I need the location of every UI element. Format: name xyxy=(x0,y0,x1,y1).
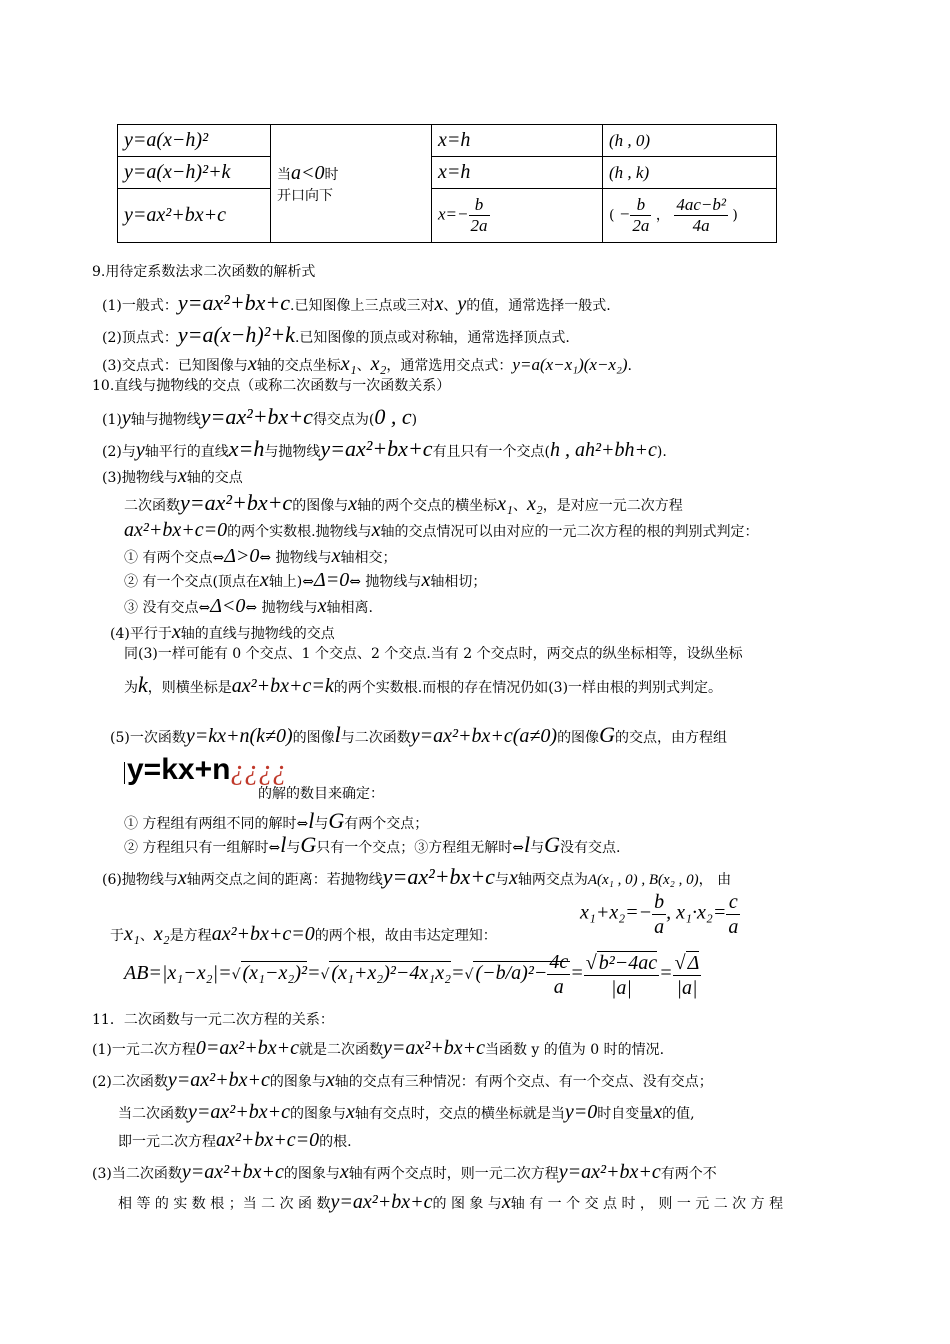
s10-line-3 xyxy=(102,464,243,488)
text: 的 图 象 与 xyxy=(432,1196,502,1212)
text: 与二次函数 xyxy=(340,730,411,746)
fraction xyxy=(547,950,570,999)
section-10-title: 10.直线与抛物线的交点（或称二次函数与一次函数关系） xyxy=(92,378,451,394)
math-y: y xyxy=(121,407,131,429)
text: 轴的交点 xyxy=(186,470,243,486)
math xyxy=(473,951,570,998)
math: (−b/a)²− xyxy=(475,962,548,985)
text: (1)一般式： xyxy=(102,298,178,314)
numerator: √ Δ xyxy=(674,951,700,974)
table-cell-axis-1 xyxy=(432,125,603,157)
math-G: G xyxy=(300,832,317,857)
math-x: x xyxy=(653,1101,663,1123)
text: 没有交点. xyxy=(559,840,621,856)
axis-text: x=h xyxy=(438,161,471,183)
s10-item-5 xyxy=(110,722,727,748)
s11-line-6 xyxy=(118,1190,783,1214)
text: .已知图像上三点或三对 xyxy=(290,298,435,314)
form-text: y=a(x−h)²+k xyxy=(124,161,231,183)
text: ② 有一个交点(顶点在 xyxy=(124,574,260,590)
broken-glyphs: ¿¿¿¿ xyxy=(230,755,287,786)
table-cell-vertex-2 xyxy=(603,157,777,189)
math: (x₁−x₂)² xyxy=(242,962,307,985)
s9-line-1 xyxy=(102,290,611,316)
s10-case-1 xyxy=(124,544,397,568)
system-equation: y=kx+n xyxy=(127,753,231,786)
math-x: x xyxy=(177,465,187,487)
text: ， 由 xyxy=(698,872,732,888)
text: 轴平行的直线 xyxy=(144,444,229,460)
text: 的图像 xyxy=(292,730,335,746)
vertex-text: (h , k) xyxy=(609,162,650,182)
math: ax²+bx+c=0 xyxy=(211,923,315,945)
table-cell-direction xyxy=(271,125,432,243)
math: ax²+bx+c=k xyxy=(231,675,334,697)
table-cell-form-1 xyxy=(118,125,271,157)
math-x2: x₂ xyxy=(526,493,543,515)
text: ① 有两个交点⇔ xyxy=(124,550,225,566)
math: = xyxy=(451,962,465,985)
math-y: y xyxy=(457,293,467,315)
s11-line-5 xyxy=(92,1160,717,1184)
text: 的根. xyxy=(319,1134,352,1150)
text: 轴的交点情况可以由对应的一元二次方程的根的判别式判定： xyxy=(380,524,759,540)
direction-math: a<0 xyxy=(291,162,325,184)
text: (2)顶点式： xyxy=(102,330,178,346)
math: y=a(x−x₁)(x−x₂) xyxy=(512,355,628,374)
direction-pre: 当 xyxy=(277,167,291,183)
vieta-formula xyxy=(580,890,740,939)
math: y=kx+n(k≠0) xyxy=(185,725,293,747)
system-brace xyxy=(124,753,287,786)
text: 轴有两个交点时，则一元二次方程 xyxy=(348,1166,559,1182)
table-cell-form-2 xyxy=(118,157,271,189)
text: 相 等 的 实 数 根 ；当 二 次 函 数 xyxy=(118,1196,331,1212)
text: 为 xyxy=(124,680,138,696)
denominator: 2a xyxy=(632,216,650,235)
denominator: a xyxy=(553,976,564,998)
math-x: x xyxy=(421,569,431,591)
math-x: x xyxy=(259,569,269,591)
math: = xyxy=(306,962,321,985)
text: 时自变量 xyxy=(597,1106,654,1122)
text: 轴两交点为 xyxy=(517,872,588,888)
math-x: x xyxy=(247,353,257,375)
denominator: 2a xyxy=(470,216,488,235)
text: ③ 没有交点⇔ xyxy=(124,600,211,616)
math: 0=ax²+bx+c xyxy=(195,1037,299,1059)
numerator: √ b²−4ac xyxy=(585,951,658,974)
text: 轴 有 一 个 交 点 时 ， 则 一 元 二 次 方 程 xyxy=(510,1196,784,1212)
text: 当函数 y 的值为 0 时的情况. xyxy=(484,1042,665,1058)
math-G: G xyxy=(599,722,615,747)
text: 的图像 xyxy=(557,730,600,746)
text: 有且只有一个交点( xyxy=(432,444,551,460)
text: ，则横坐标是 xyxy=(147,680,232,696)
math: = xyxy=(570,962,584,985)
denominator: |a| xyxy=(676,976,698,999)
text: 、 xyxy=(443,298,458,314)
text: (5)一次函数 xyxy=(110,730,186,746)
text: (6)抛物线与 xyxy=(102,872,178,888)
math-x: x xyxy=(317,595,327,617)
math: Δ<0 xyxy=(210,595,246,617)
s11-line-2 xyxy=(92,1068,713,1092)
math: Δ=0 xyxy=(314,569,350,591)
math-x: x xyxy=(331,545,341,567)
math-x: x xyxy=(501,1191,511,1213)
text: 轴相切； xyxy=(430,574,487,590)
math: y=ax²+bx+c xyxy=(177,290,291,315)
math: y=ax²+bx+c xyxy=(330,1191,433,1213)
text: (1) xyxy=(102,412,122,428)
text: 的两个实数根.抛物线与 xyxy=(227,524,372,540)
s10-eq-case-1 xyxy=(124,808,428,834)
math: y=a(x−h)²+k xyxy=(177,322,295,347)
math: y=ax²+bx+c xyxy=(188,1101,290,1123)
neg: − xyxy=(618,204,631,224)
s9-line-3 xyxy=(102,352,632,376)
text: ) xyxy=(411,412,418,428)
math-x: x xyxy=(348,493,358,515)
text: ⇔ 抛物线与 xyxy=(349,574,422,590)
text: (3)交点式：已知图像与 xyxy=(102,358,248,374)
text: 、 xyxy=(139,928,154,944)
text: (2)与 xyxy=(102,444,136,460)
fraction xyxy=(726,890,740,939)
direction-post: 时 xyxy=(324,167,339,183)
text: (2)二次函数 xyxy=(92,1074,168,1090)
distance-formula: AB=|x₁−x₂|=√ (x₁−x₂)²=√ (x₁+x₂)²−4x₁x₂=√ (−b/a)²− $\frac{4c}{a}$ = $\frac{\text{√ b²−4ac}}{|a|}$ = $\frac{√ \Delta}{|a|}$ xyxy=(124,951,700,999)
table-cell-vertex-1 xyxy=(603,125,777,157)
s10-item-6 xyxy=(102,864,731,890)
text: 当二次函数 xyxy=(118,1106,188,1122)
s10-line-7 xyxy=(124,672,722,698)
text: 的两个实数根.而根的存在情况仍如(3)一样由根的判别式判定。 xyxy=(333,680,723,696)
math-x1: x₁ xyxy=(340,353,357,375)
text: 的交点，由方程组 xyxy=(614,730,727,746)
math-x: x xyxy=(434,293,444,315)
text: (3)抛物线与 xyxy=(102,470,178,486)
s11-line-1 xyxy=(92,1036,664,1060)
text: ，通常选用交点式： xyxy=(386,358,513,374)
s10-line-6: 同(3)一样可能有 0 个交点、1 个交点、2 个交点.当有 2 个交点时，两交点的纵坐标相等，设纵坐标 xyxy=(124,646,743,662)
text: (3)当二次函数 xyxy=(92,1166,182,1182)
math: y=ax²+bx+c xyxy=(558,1161,661,1183)
fraction xyxy=(674,195,728,236)
text: 有两个交点； xyxy=(344,816,429,832)
s9-line-2 xyxy=(102,322,570,348)
math: y=ax²+bx+c xyxy=(200,404,313,429)
math: y=ax²+bx+c(a≠0) xyxy=(410,725,558,747)
math-x: x xyxy=(171,621,181,643)
s10-eq-case-2 xyxy=(124,832,620,858)
math-y: y xyxy=(135,439,145,461)
text: 轴两交点之间的距离：若抛物线 xyxy=(186,872,383,888)
math-x: x xyxy=(339,1161,349,1183)
equation-system xyxy=(124,752,286,788)
text: 轴的两个交点的横坐标 xyxy=(357,498,498,514)
math-G: G xyxy=(544,832,560,857)
text: . xyxy=(627,358,632,374)
axis-prefix: x=− xyxy=(438,204,469,224)
text: 的图象与 xyxy=(290,1106,346,1122)
math: x₁+x₂=− xyxy=(580,901,653,924)
numerator: b xyxy=(654,891,665,913)
text: 即一元二次方程 xyxy=(118,1134,216,1150)
vertex-text: (h , 0) xyxy=(609,130,651,150)
math-l: l xyxy=(280,832,287,857)
math: ax²+bx+c=0 xyxy=(124,519,228,541)
math-x2: x₂ xyxy=(153,923,170,945)
s10-line-4 xyxy=(124,490,683,516)
form-text: y=a(x−h)² xyxy=(124,129,209,151)
math: b²−4ac xyxy=(598,951,658,974)
text: 轴的交点有三种情况：有两个交点、有一个交点、没有交点； xyxy=(334,1074,713,1090)
comma: ， xyxy=(655,207,670,224)
denominator: a xyxy=(654,916,665,938)
s11-line-4 xyxy=(118,1128,352,1152)
text: 与 xyxy=(286,840,301,856)
s10-line-5 xyxy=(124,518,758,542)
math-x2: x₂ xyxy=(370,353,387,375)
text: 、 xyxy=(512,498,527,514)
math: y=ax²+bx+c xyxy=(181,1161,284,1183)
text: 与抛物线 xyxy=(264,444,321,460)
math-x: x xyxy=(325,1069,335,1091)
math-l: l xyxy=(523,832,531,857)
s10-line-9: 的解的数目来确定： xyxy=(258,786,384,802)
text: 与 xyxy=(530,840,545,856)
text: 轴的交点坐标 xyxy=(256,358,341,374)
text: 轴上)⇔ xyxy=(268,574,315,590)
direction-line2: 开口向下 xyxy=(277,188,333,204)
text: ⇔ 抛物线与 xyxy=(259,550,332,566)
section-11-title: 11．二次函数与一元二次方程的关系： xyxy=(92,1012,334,1028)
numerator: b xyxy=(469,195,490,216)
paren: ( xyxy=(609,207,615,224)
fraction xyxy=(584,951,659,1000)
numerator: 4ac−b² xyxy=(676,195,726,214)
s10-line-2 xyxy=(102,436,667,462)
text: 与 xyxy=(494,872,509,888)
text: ① 方程组有两组不同的解时⇔ xyxy=(124,816,309,832)
s10-case-3 xyxy=(124,594,373,618)
math: 0 , c xyxy=(374,404,412,429)
table-cell-axis-3 xyxy=(432,189,603,243)
numerator: 4c xyxy=(549,951,569,973)
math-x: x xyxy=(346,1101,355,1123)
math-l: l xyxy=(308,808,315,833)
numerator: c xyxy=(726,890,740,915)
text: 就是二次函数 xyxy=(298,1042,383,1058)
text: 有两个不 xyxy=(660,1166,717,1182)
text: 二次函数 xyxy=(124,498,180,514)
fraction xyxy=(630,195,651,236)
fraction xyxy=(469,195,490,236)
s10-vieta-line xyxy=(110,922,497,946)
math: h , ah²+bh+c xyxy=(550,439,657,461)
math-x: x xyxy=(508,867,518,889)
math-k: k xyxy=(138,672,148,697)
math: = xyxy=(659,962,673,985)
text: 的两个根，故由韦达定理知： xyxy=(314,928,497,944)
math: y=0 xyxy=(564,1101,598,1123)
text: 轴有交点时，交点的横坐标就是当 xyxy=(354,1106,565,1122)
text: .已知图像的顶点或对称轴，通常选择顶点式. xyxy=(294,330,570,346)
s10-item-4 xyxy=(110,620,335,644)
math: A(x₁ , 0) , B(x₂ , 0) xyxy=(587,872,699,888)
math: y=ax²+bx+c xyxy=(382,864,495,889)
text: 得交点为( xyxy=(312,412,375,428)
math: y=ax²+bx+c xyxy=(167,1069,270,1091)
math: ax²+bx+c=0 xyxy=(216,1129,320,1151)
math: Δ xyxy=(687,951,700,974)
text: 轴相离. xyxy=(326,600,373,616)
text: 只有一个交点；③方程组无解时⇔ xyxy=(316,840,524,856)
axis-text: x=h xyxy=(438,129,471,151)
paren: ) xyxy=(732,207,738,224)
math: , x₁·x₂= xyxy=(666,901,727,924)
fraction xyxy=(652,890,666,939)
table-cell-axis-2 xyxy=(432,157,603,189)
text: 的图像与 xyxy=(292,498,349,514)
text: ⇔ 抛物线与 xyxy=(245,600,318,616)
text: 的值，通常选择一般式. xyxy=(466,298,611,314)
text: ② 方程组只有一组解时⇔ xyxy=(124,840,281,856)
denominator: a xyxy=(728,916,739,938)
math-x: x xyxy=(177,867,187,889)
text: 、 xyxy=(356,358,371,374)
form-text: y=ax²+bx+c xyxy=(124,204,226,226)
math: (x₁+x₂)²−4x₁x₂ xyxy=(331,962,452,985)
table-cell-vertex-3 xyxy=(603,189,777,243)
s10-line-1 xyxy=(102,404,417,430)
denominator: |a| xyxy=(610,976,632,999)
text: 于 xyxy=(110,928,124,944)
section-9-title: 9.用待定系数法求二次函数的解析式 xyxy=(92,264,316,280)
quadratic-forms-table xyxy=(117,124,777,243)
numerator: b xyxy=(630,195,651,216)
denominator: 4a xyxy=(692,216,710,235)
text: 轴与抛物线 xyxy=(130,412,201,428)
text: ，是对应一元二次方程 xyxy=(542,498,683,514)
text: ). xyxy=(656,444,667,460)
math-G: G xyxy=(328,808,345,833)
math-x: x xyxy=(371,519,381,541)
math: y=ax²+bx+c xyxy=(180,490,293,515)
text: 的图象与 xyxy=(269,1074,326,1090)
text: 的图象与 xyxy=(283,1166,340,1182)
table-cell-form-3 xyxy=(118,189,271,243)
math: x=h xyxy=(228,436,265,461)
s11-line-3 xyxy=(118,1100,695,1124)
math: y=ax²+bx+c xyxy=(382,1037,485,1059)
text: 轴相交； xyxy=(340,550,397,566)
s10-case-2 xyxy=(124,568,486,592)
text: 的值, xyxy=(662,1106,695,1122)
math: y=ax²+bx+c xyxy=(320,436,433,461)
math-x1: x₁ xyxy=(124,923,140,945)
math-x1: x₁ xyxy=(497,493,513,515)
fraction xyxy=(673,951,702,1000)
text: 与 xyxy=(314,816,329,832)
math: Δ>0 xyxy=(224,545,260,567)
math-l: l xyxy=(334,722,341,747)
text: (4)平行于 xyxy=(110,626,172,642)
text: 是方程 xyxy=(169,928,212,944)
text: 轴的直线与抛物线的交点 xyxy=(180,626,335,642)
math: AB=|x₁−x₂|= xyxy=(124,962,232,985)
text: (1)一元二次方程 xyxy=(92,1042,196,1058)
